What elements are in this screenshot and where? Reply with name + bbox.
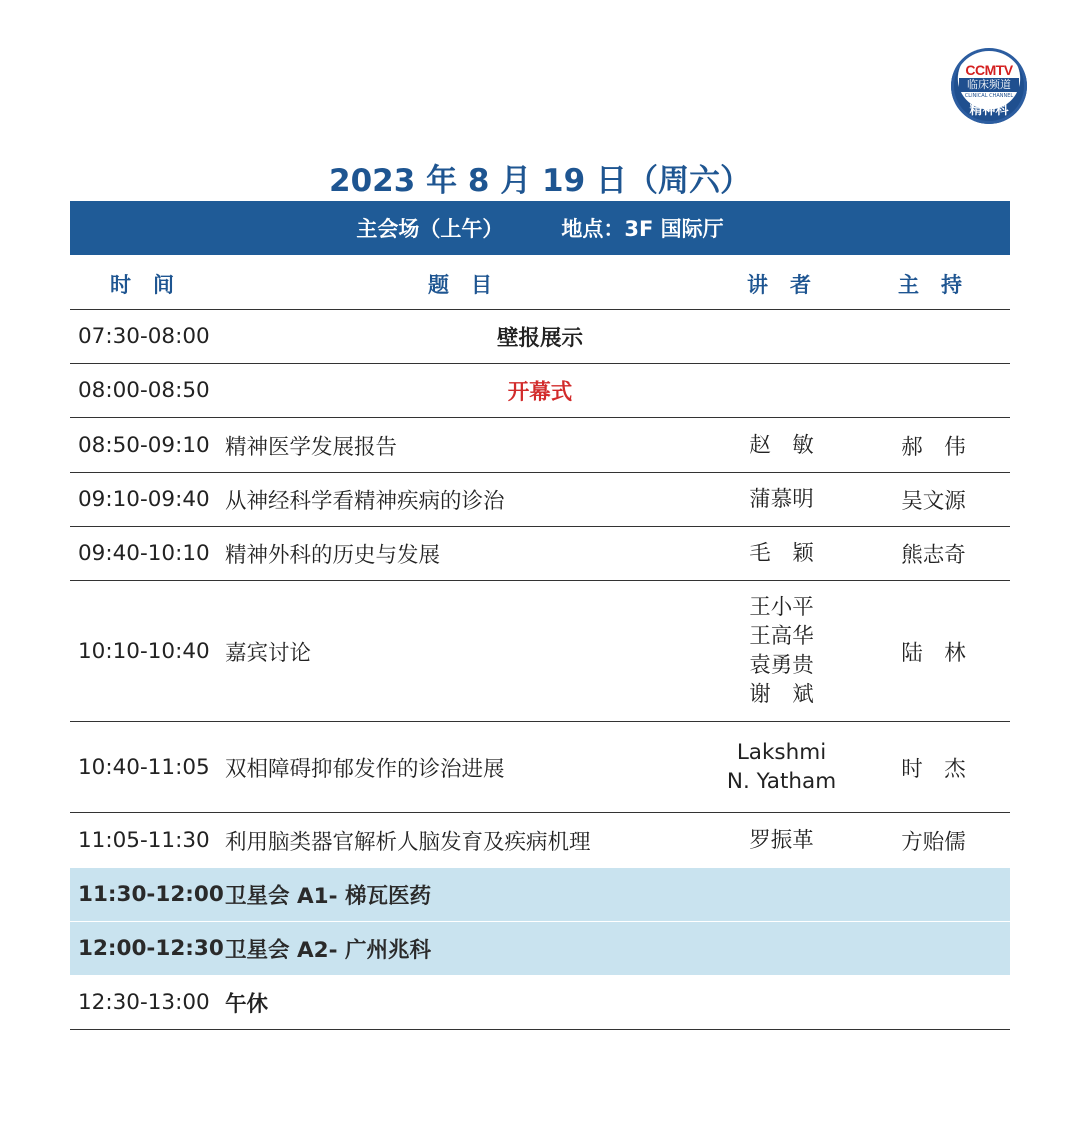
row-time: 12:30-13:00 [78,990,210,1015]
header-host: 主持 [898,273,984,297]
row-host: 吴文源 [901,489,966,514]
row-speaker [700,473,863,526]
speaker-name: 王高华 [749,624,814,649]
date-title: 2023 年 8 月 19 日（周六） [329,163,751,199]
row-topic: 壁报展示 [496,326,583,351]
row-topic: 从神经科学看精神疾病的诊治 [225,489,505,514]
row-time: 09:40-10:10 [78,541,210,566]
row-speaker [700,722,863,812]
row-time: 10:40-11:05 [78,754,210,780]
speaker-name: 罗振革 [749,827,814,853]
row-time: 10:10-10:40 [78,638,210,664]
speaker-name: 蒲慕明 [749,487,814,512]
row-speaker [700,581,863,721]
speaker-name: N. Yatham [726,769,837,794]
schedule-row [70,581,1010,721]
schedule-row [70,976,1010,1029]
satellite-row [70,922,1010,975]
schedule-row [70,527,1010,580]
row-time: 07:30-08:00 [78,324,210,349]
session-banner [70,201,1010,255]
row-host: 熊志奇 [901,543,966,568]
header-topic: 题目 [428,273,514,297]
row-time: 11:05-11:30 [78,827,210,853]
schedule-row [70,722,1010,812]
row-time: 08:50-09:10 [78,432,210,458]
speaker-name: Lakshmi [736,740,827,765]
row-time: 09:10-09:40 [78,487,210,512]
logo-brand: CCMTV [965,62,1013,78]
row-topic: 卫星会 A2- 广州兆科 [225,938,431,963]
schedule-row [70,813,1010,867]
row-topic: 利用脑类器官解析人脑发育及疾病机理 [225,829,591,855]
row-time: 08:00-08:50 [78,378,210,403]
row-topic: 精神外科的历史与发展 [225,543,441,568]
schedule-row [70,364,1010,417]
column-headers [70,256,1010,308]
row-host: 陆 林 [901,640,966,666]
speaker-name: 袁勇贵 [749,653,814,678]
logo-channel: 临床频道 [959,78,1019,92]
speaker-name: 谢 斌 [749,682,814,707]
row-topic: 卫星会 A1- 梯瓦医药 [225,884,431,909]
row-speaker [700,418,863,472]
speaker-name: 王小平 [749,595,814,620]
row-topic: 嘉宾讨论 [225,640,312,666]
row-topic: 午休 [225,992,269,1017]
ccmtv-logo [951,48,1027,124]
logo-sub: CLINICAL CHANNEL [964,93,1014,99]
row-host: 方贻儒 [901,829,966,855]
schedule-row [70,418,1010,472]
row-topic: 双相障碍抑郁发作的诊治进展 [225,756,505,782]
session-location: 地点：3F 国际厅 [561,217,724,241]
row-divider [70,1029,1010,1030]
speaker-name: 赵 敏 [749,432,814,458]
row-host: 郝 伟 [901,434,966,460]
session-name: 主会场（上午） [356,217,504,241]
schedule-row [70,473,1010,526]
row-topic: 开幕式 [507,380,573,405]
row-host: 时 杰 [901,756,966,782]
speaker-name: 毛 颖 [749,541,814,566]
row-time: 12:00-12:30 [78,936,224,961]
row-topic: 精神医学发展报告 [225,434,398,460]
schedule-row [70,310,1010,363]
satellite-row [70,868,1010,921]
row-time: 11:30-12:00 [78,882,224,907]
row-speaker [700,527,863,580]
logo-dept: 精神科 [969,103,1009,118]
header-time: 时间 [110,273,196,297]
row-speaker [700,813,863,867]
header-speaker: 讲者 [747,273,833,297]
